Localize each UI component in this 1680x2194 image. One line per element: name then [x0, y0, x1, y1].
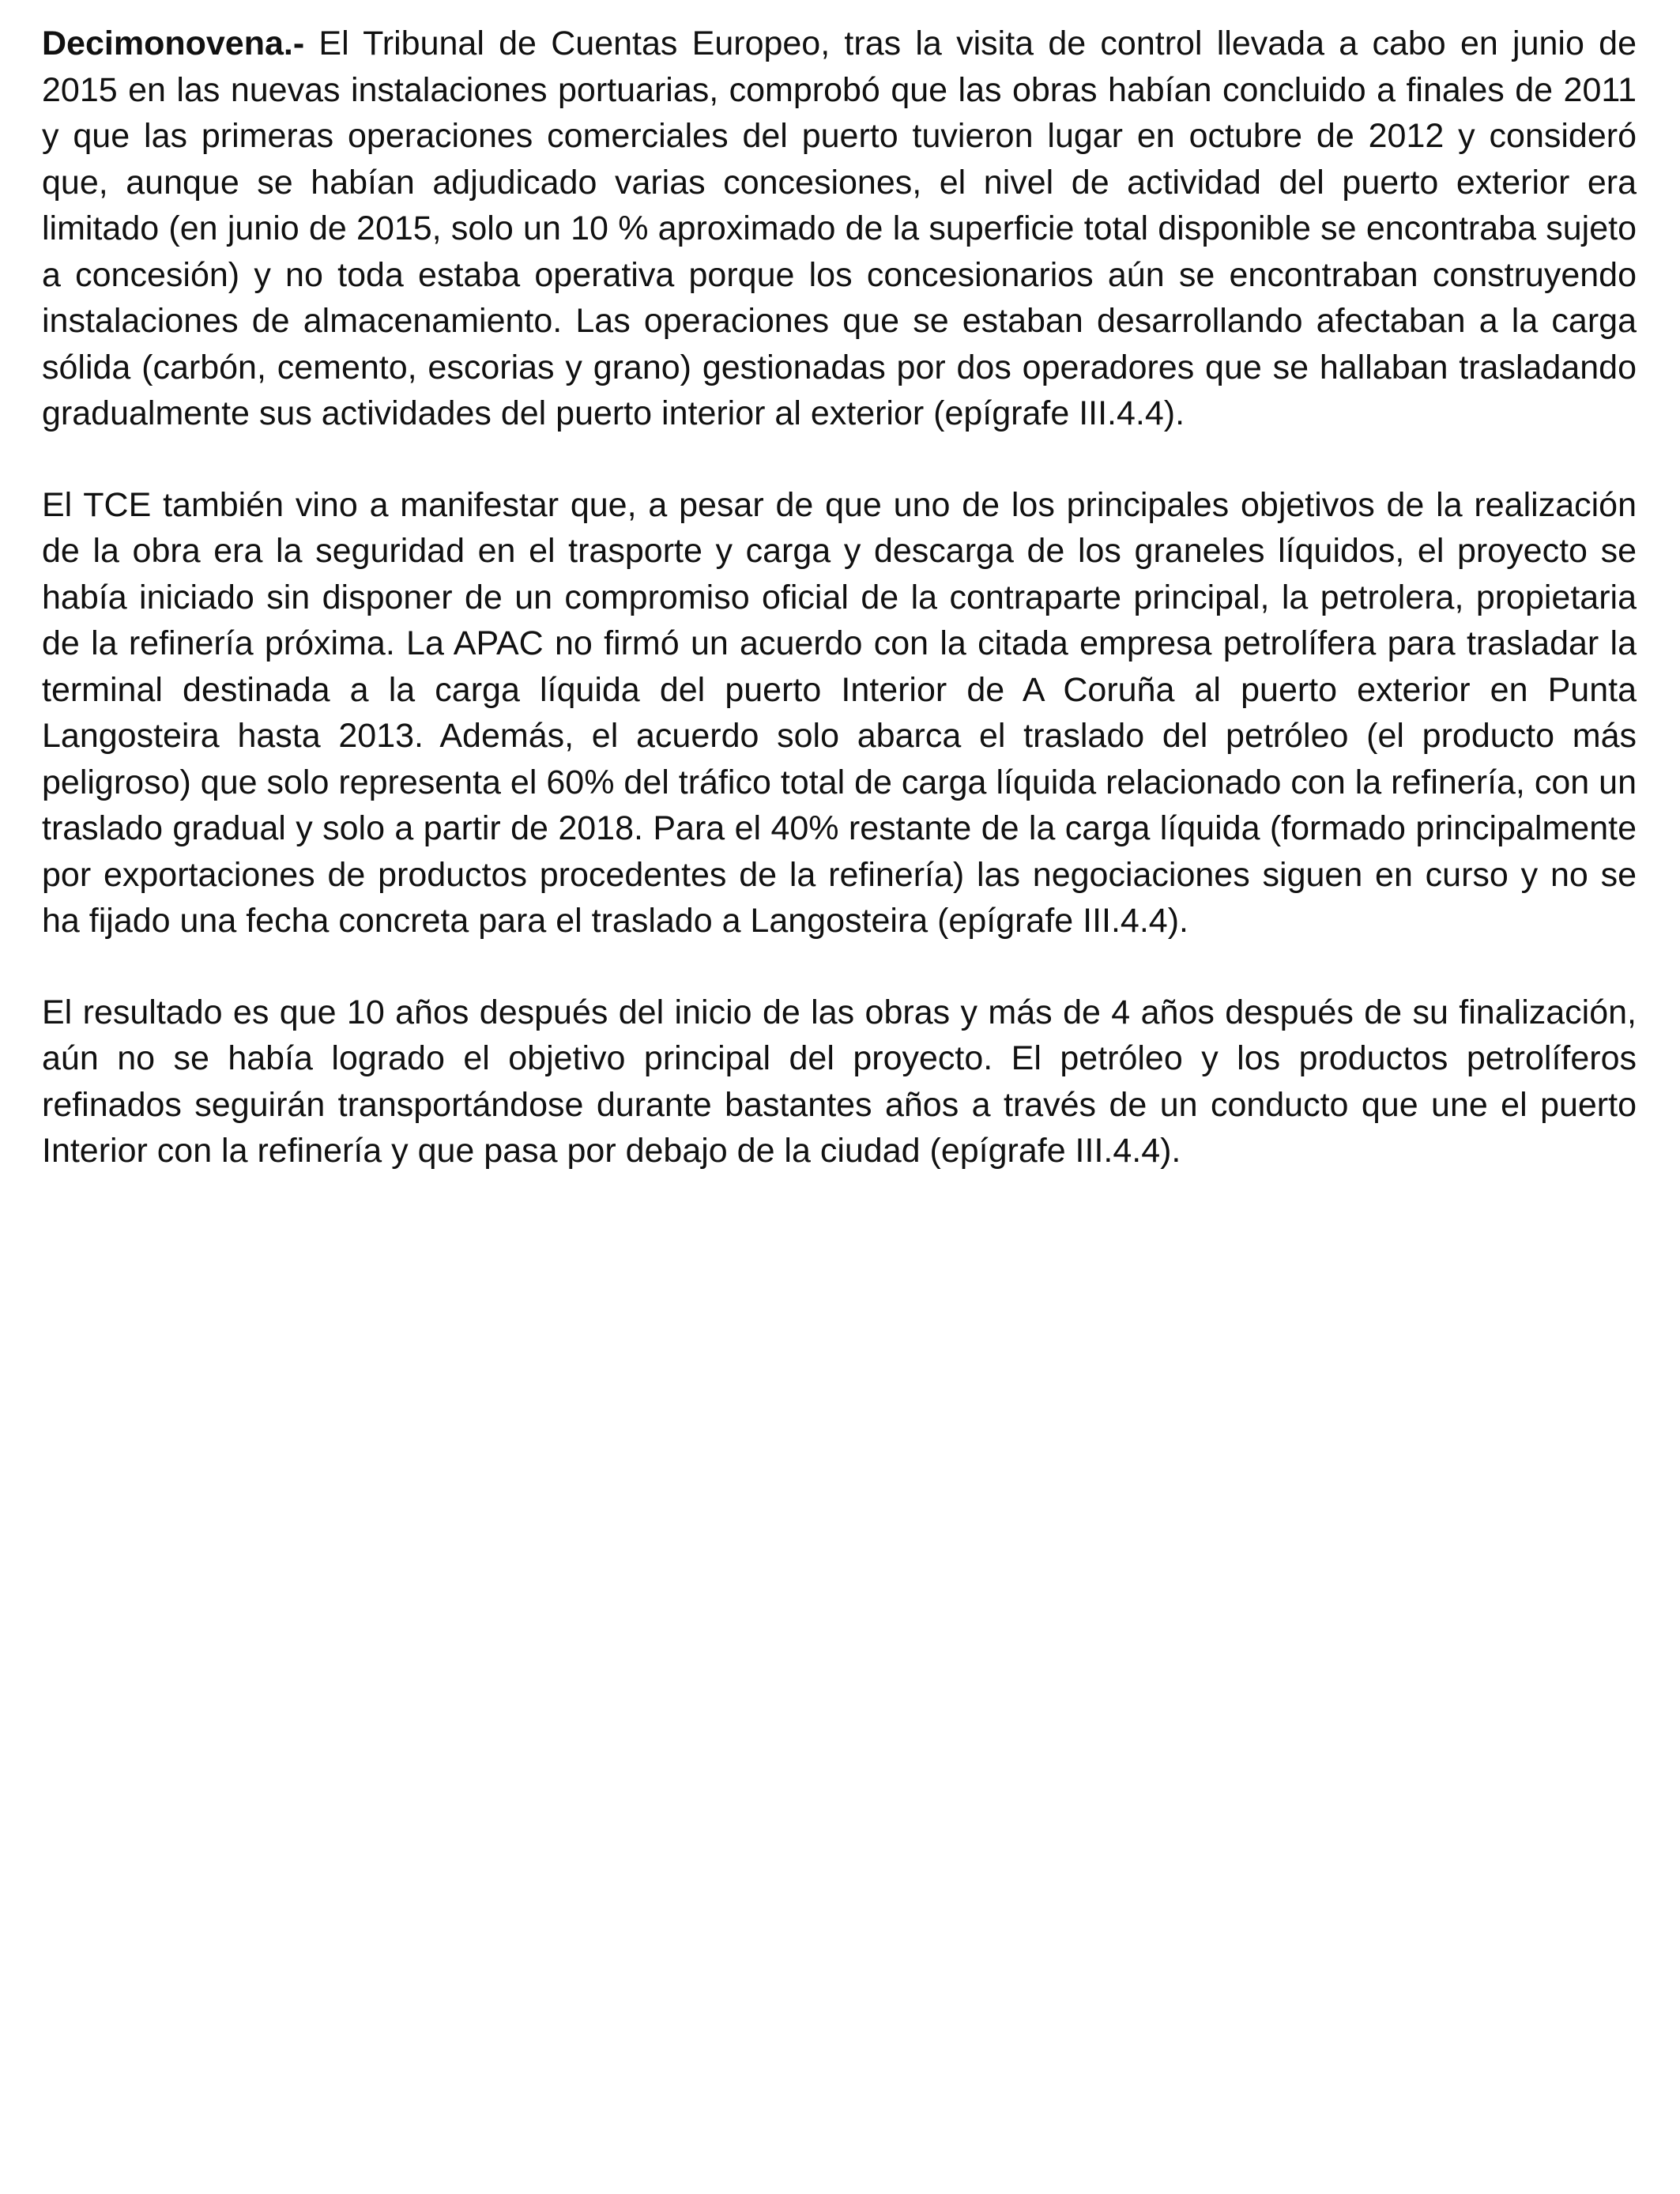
paragraph-tce	[42, 482, 1637, 944]
paragraph-resultado	[42, 990, 1637, 1174]
document-body	[42, 21, 1637, 1220]
paragraph-text: El resultado es que 10 años después del inicio de las obras y más de 4 años después de su finalización, aún no se había logrado el objetivo principal del proyecto. El petróleo y los productos petrolíferos refinados seguirán transportándose durante bastantes años a través de un conducto que une el puerto Interior con la refinería y que pasa por debajo de la ciudad (epígrafe III.4.4).	[42, 993, 1637, 1170]
paragraph-text: El Tribunal de Cuentas Europeo, tras la visita de control llevada a cabo en junio de 2015 en las nuevas instalaciones portuarias, comprobó que las obras habían concluido a finales de 2011 y que las primeras operaciones comerciales del puerto tuvieron lugar en octubre de 2012 y consideró que, aunque se habían adjudicado varias concesiones, el nivel de actividad del puerto exterior era limitado (en junio de 2015, solo un 10 % aproximado de la superficie total disponible se encontraba sujeto a concesión) y no toda estaba operativa porque los concesionarios aún se encontraban construyendo instalaciones de almacenamiento. Las operaciones que se estaban desarrollando afectaban a la carga sólida (carbón, cemento, escorias y grano) gestionadas por dos operadores que se hallaban trasladando gradualmente sus actividades del puerto interior al exterior (epígrafe III.4.4).	[42, 25, 1637, 432]
paragraph-text: El TCE también vino a manifestar que, a pesar de que uno de los principales objetivos de la realización de la obra era la seguridad en el trasporte y carga y descarga de los graneles líquidos, el proyecto se había iniciado sin disponer de un compromiso oficial de la contraparte principal, la petrolera, propietaria de la refinería próxima. La APAC no firmó un acuerdo con la citada empresa petrolífera para trasladar la terminal destinada a la carga líquida del puerto Interior de A Coruña al puerto exterior en Punta Langosteira hasta 2013. Además, el acuerdo solo abarca el traslado del petróleo (el producto más peligroso) que solo representa el 60% del tráfico total de carga líquida relacionado con la refinería, con un traslado gradual y solo a partir de 2018. Para el 40% restante de la carga líquida (formado principalmente por exportaciones de productos procedentes de la refinería) las negociaciones siguen en curso y no se ha fijado una fecha concreta para el traslado a Langosteira (epígrafe III.4.4).	[42, 485, 1637, 940]
paragraph-decimonovena	[42, 21, 1637, 437]
paragraph-heading: Decimonovena.-	[42, 25, 305, 62]
